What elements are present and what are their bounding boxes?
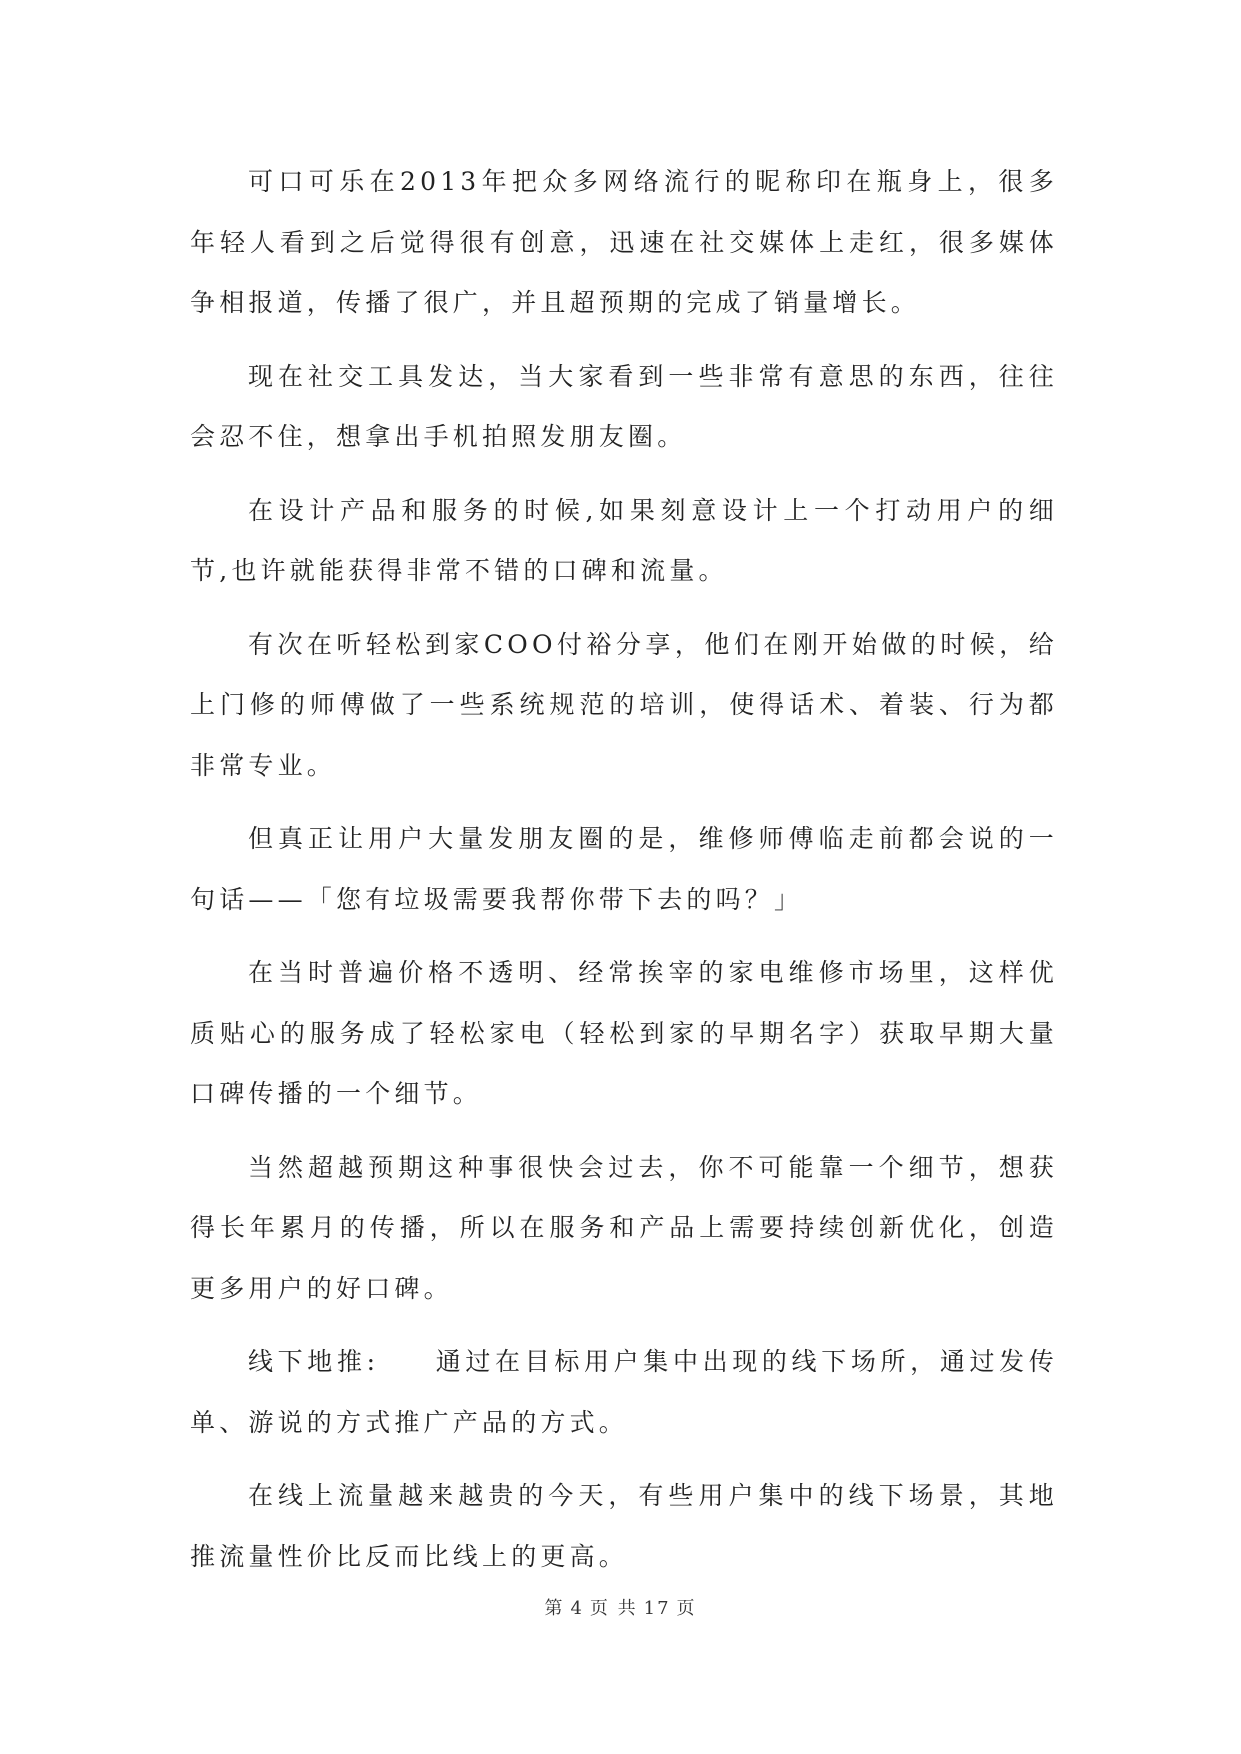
term-definition-paragraph [190,1332,1058,1453]
paragraph-1: 可口可乐在2013年把众多网络流行的昵称印在瓶身上，很多年轻人看到之后觉得很有创意，迅速在社交媒体上走红，很多媒体争相报道，传播了很广，并且超预期的完成了销量增长。 [190,167,1058,317]
footer-prefix: 第 [544,1598,565,1619]
paragraph-7: 当然超越预期这种事很快会过去，你不可能靠一个细节，想获得长年累月的传播，所以在服务和产品上需要持续创新优化，创造更多用户的好口碑。 [190,1152,1058,1303]
paragraph-4: 有次在听轻松到家COO付裕分享，他们在刚开始做的时候，给上门修的师傅做了一些系统规范的培训，使得话术、着装、行为都非常专业。 [190,629,1058,780]
total-pages: 17 [643,1598,671,1619]
paragraph-3: 在设计产品和服务的时候,如果刻意设计上一个打动用户的细节,也许就能获得非常不错的口碑和流量。 [190,495,1058,585]
current-page-number: 4 [570,1598,584,1619]
paragraph-6: 在当时普遍价格不透明、经常挨宰的家电维修市场里，这样优质贴心的服务成了轻松家电（轻松到家的早期名字）获取早期大量口碑传播的一个细节。 [190,958,1058,1108]
footer-middle: 页 共 [589,1598,638,1619]
page-footer [0,1594,1241,1620]
paragraph-5: 但真正让用户大量发朋友圈的是，维修师傅临走前都会说的一句话——「您有垃圾需要我帮你带下去的吗？」 [190,824,1058,914]
document-body [190,152,1058,1587]
footer-suffix: 页 [676,1598,697,1619]
term-definition: 通过在目标用户集中出现的线下场所，通过发传单、游说的方式推广产品的方式。 [190,1347,1058,1437]
term-label: 线下地推: [248,1347,380,1376]
paragraph-closing: 在线上流量越来越贵的今天，有些用户集中的线下场景，其地推流量性价比反而比线上的更高。 [190,1481,1058,1571]
paragraph-2: 现在社交工具发达，当大家看到一些非常有意思的东西，往往会忍不住，想拿出手机拍照发朋友圈。 [190,361,1058,451]
